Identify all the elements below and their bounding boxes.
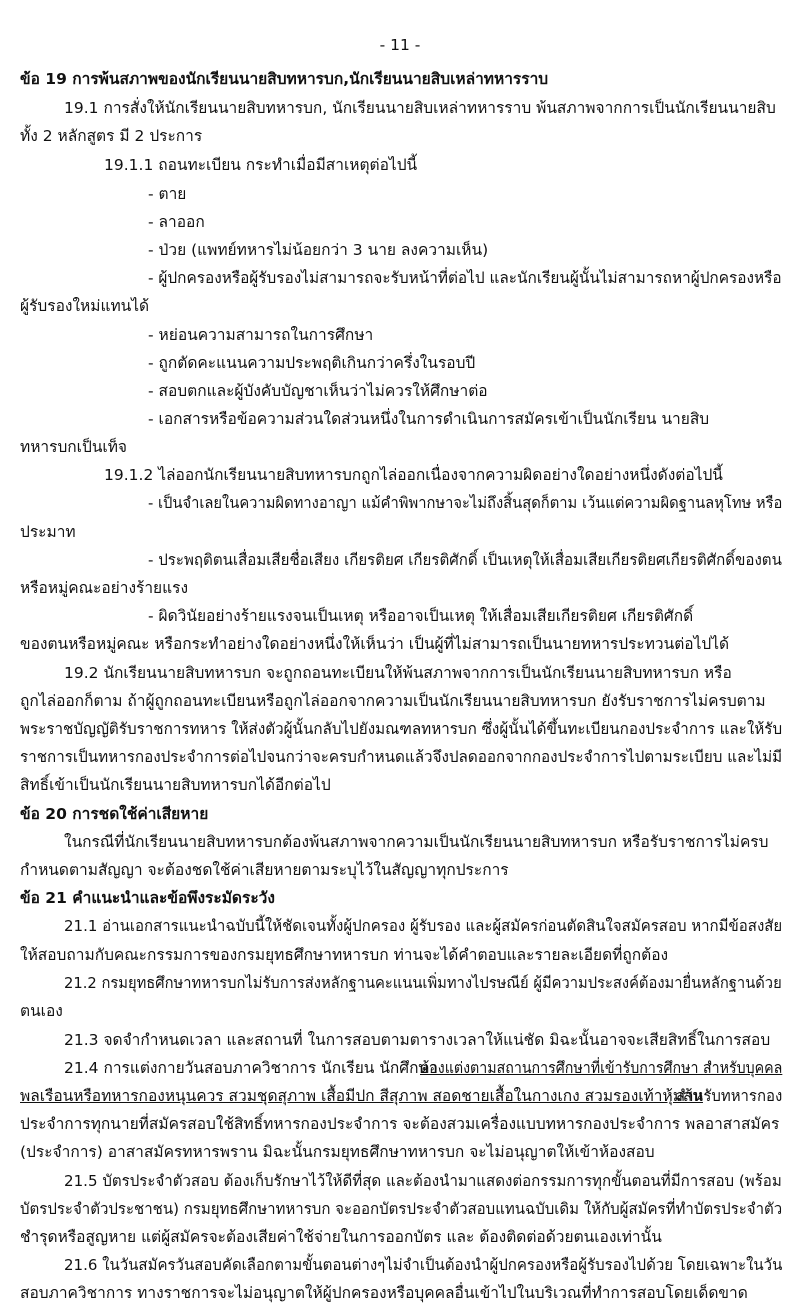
text-line: ราชการเป็นทหารกองประจำการต่อไปจนกว่าจะครบกำหนดแล้วจึงปลดออกจากกองประจำการไปตามระเบียบ และไม่มี [20, 748, 783, 766]
section-heading: ข้อ 19 การพ้นสภาพของนักเรียนนายสิบทหารบก,นักเรียนนายสิบเหล่าทหารราบ [20, 70, 549, 88]
text-line: 21.3 จดจำกำหนดเวลา และสถานที่ ในการสอบตามตารางเวลาให้แน่ชัด มิฉะนั้นอาจจะเสียสิทธิ์ในการสอบ [64, 1031, 771, 1049]
text-line: - ป่วย (แพทย์ทหารไม่น้อยกว่า 3 นาย ลงความเห็น) [148, 241, 489, 259]
section-heading: ข้อ 20 การชดใช้ค่าเสียหาย [20, 805, 209, 823]
text-line: ชำรุดหรือสูญหาย แต่ผู้สมัครจะต้องเสียค่าใช้จ่ายในการออกบัตร และ ต้องติดต่อด้วยตนเองเท่านั้น [20, 1228, 662, 1246]
text-line: 21.2 กรมยุทธศึกษาทหารบกไม่รับการส่งหลักฐานคะแนนเพิ่มทางไปรษณีย์ ผู้มีความประสงค์ต้องมายื่นหลักฐานด้วย [64, 974, 782, 992]
text-line: ทหารบกเป็นเท็จ [20, 438, 128, 456]
text-line: - เอกสารหรือข้อความส่วนใดส่วนหนึ่งในการดำเนินการสมัครเข้าเป็นนักเรียน นายสิบ [148, 410, 710, 428]
text-line: ให้สอบถามกับคณะกรรมการของกรมยุทธศึกษาทหารบก ท่านจะได้คำตอบและรายละเอียดที่ถูกต้อง [20, 946, 669, 964]
text-line: 21.1 อ่านเอกสารแนะนำฉบับนี้ให้ชัดเจนทั้งผู้ปกครอง ผู้รับรอง และผู้สมัครก่อนตัดสินใจสมัครสอบ หากมีข้อสงสัย [64, 917, 783, 935]
text-line: ถูกไล่ออกก็ตาม ถ้าผู้ถูกถอนทะเบียนหรือถูกไล่ออกจากความเป็นนักเรียนนายสิบทหารบก ยังรับราชการไม่ครบตาม [20, 692, 766, 710]
text-line: 19.2 นักเรียนนายสิบทหารบก จะถูกถอนทะเบียนให้พ้นสภาพจากการเป็นนักเรียนนายสิบทหารบก หรือ [64, 664, 732, 682]
text-line: พระราชบัญญัติรับราชการทหาร ให้ส่งตัวผู้นั้นกลับไปยังมณฑลทหารบก ซึ่งผู้นั้นได้ขึ้นทะเบียนกองประจำการ และให้รับ [20, 720, 783, 738]
text-line: ของตนหรือหมู่คณะ หรือกระทำอย่างใดอย่างหนึ่งให้เห็นว่า เป็นผู้ที่ไม่สามารถเป็นนายทหารประทวนต่อไปได้ [20, 635, 730, 653]
text-line: - สอบตกและผู้บังคับบัญชาเห็นว่าไม่ควรให้ศึกษาต่อ [148, 382, 488, 400]
text-line: สิทธิ์เข้าเป็นนักเรียนนายสิบทหารบกได้อีกต่อไป [20, 776, 331, 794]
text-line: - ถูกตัดคะแนนความประพฤติเกินกว่าครึ่งในรอบปี [148, 354, 476, 372]
text-line: - ประพฤติตนเสื่อมเสียชื่อเสียง เกียรติยศ เกียรติศักดิ์ เป็นเหตุให้เสื่อมเสียเกียรติยศเกียรติศักดิ์ของตน [148, 551, 782, 569]
text-line: พลเรือนหรือทหารกองหนุนควร สวมชุดสุภาพ เสื้อมีปก สีสุภาพ สอดชายเสื้อในกางเกง สวมรองเท้าหุ้มส้น [20, 1087, 703, 1105]
text-line: ผู้รับรองใหม่แทนได้ [20, 297, 150, 315]
text-line: กำหนดตามสัญญา จะต้องชดใช้ค่าเสียหายตามระบุไว้ในสัญญาทุกประการ [20, 861, 509, 879]
text-line: - ลาออก [148, 213, 205, 231]
text-line: ตนเอง [20, 1002, 63, 1020]
text-line: 21.5 บัตรประจำตัวสอบ ต้องเก็บรักษาไว้ให้ดีที่สุด และต้องนำมาแสดงต่อกรรมการทุกขั้นตอนที่มีการสอบ (พร้อม [64, 1172, 782, 1190]
text-line: - หย่อนความสามารถในการศึกษา [148, 326, 374, 344]
text-line: - ตาย [148, 185, 187, 203]
text-line: 19.1.2 ไล่ออกนักเรียนนายสิบทหารบกถูกไล่ออกเนื่องจากความผิดอย่างใดอย่างหนึ่งดังต่อไปนี้ [104, 466, 723, 484]
text-line: - ผิดวินัยอย่างร้ายแรงจนเป็นเหตุ หรืออาจเป็นเหตุ ให้เสื่อมเสียเกียรติยศ เกียรติศักดิ์ [148, 607, 694, 625]
text-line: - เป็นจำเลยในความผิดทางอาญา แม้คำพิพากษาจะไม่ถึงสิ้นสุดก็ตาม เว้นแต่ความผิดฐานลหุโทษ หรือ [148, 494, 783, 512]
page-number: - 11 - [379, 36, 421, 54]
text-line: 21.6 ในวันสมัครวันสอบคัดเลือกตามขั้นตอนต่างๆไม่จำเป็นต้องนำผู้ปกครองหรือผู้รับรองไปด้วย โดยเฉพาะในวัน [64, 1256, 783, 1274]
section-heading: ข้อ 21 คำแนะนำและข้อพึงระมัดระวัง [20, 889, 275, 907]
text-line: ประจำการทุกนายที่สมัครสอบใช้สิทธิ์ทหารกองประจำการ จะต้องสวมเครื่องแบบทหารกองประจำการ พลอาสาสมัคร [20, 1115, 780, 1133]
text-line: ทั้ง 2 หลักสูตร มี 2 ประการ [20, 127, 203, 145]
text-line: 21.4 การแต่งกายวันสอบภาควิชาการ นักเรียน นักศึกษา [64, 1059, 438, 1077]
text-line: (ประจำการ) อาสาสมัครทหารพราน มิฉะนั้นกรมยุทธศึกษาทหารบก จะไม่อนุญาตให้เข้าห้องสอบ [20, 1143, 655, 1161]
text-line: ต้องแต่งตามสถานการศึกษาที่เข้ารับการศึกษา สำหรับบุคคล [420, 1059, 783, 1077]
text-line: 19.1.1 ถอนทะเบียน กระทำเมื่อมีสาเหตุต่อไปนี้ [104, 156, 418, 174]
text-line: 19.1 การสั่งให้นักเรียนนายสิบทหารบก, นักเรียนนายสิบเหล่าทหารราบ พ้นสภาพจากการเป็นนักเรียนนายสิบ [64, 99, 776, 117]
text-line: หรือหมู่คณะอย่างร้ายแรง [20, 579, 189, 597]
text-line: บัตรประจำตัวประชาชน) กรมยุทธศึกษาทหารบก จะออกบัตรประจำตัวสอบแทนฉบับเดิม ให้กับผู้สมัครที่ทำบัตรประจำตัว [20, 1200, 783, 1218]
text-line: - ผู้ปกครองหรือผู้รับรองไม่สามารถจะรับหน้าที่ต่อไป และนักเรียนผู้นั้นไม่สามารถหาผู้ปกครองหรือ [148, 269, 782, 287]
text-line: ประมาท [20, 523, 76, 541]
text-line: สอบภาควิชาการ ทางราชการจะไม่อนุญาตให้ผู้ปกครองหรือบุคคลอื่นเข้าไปในบริเวณที่ทำการสอบโดยเด็ดขาด [20, 1284, 748, 1302]
text-line: สำหรับทหารกอง [676, 1087, 783, 1105]
text-line: ในกรณีที่นักเรียนนายสิบทหารบกต้องพ้นสภาพจากความเป็นนักเรียนนายสิบทหารบก หรือรับราชการไม่ครบ [64, 833, 769, 851]
